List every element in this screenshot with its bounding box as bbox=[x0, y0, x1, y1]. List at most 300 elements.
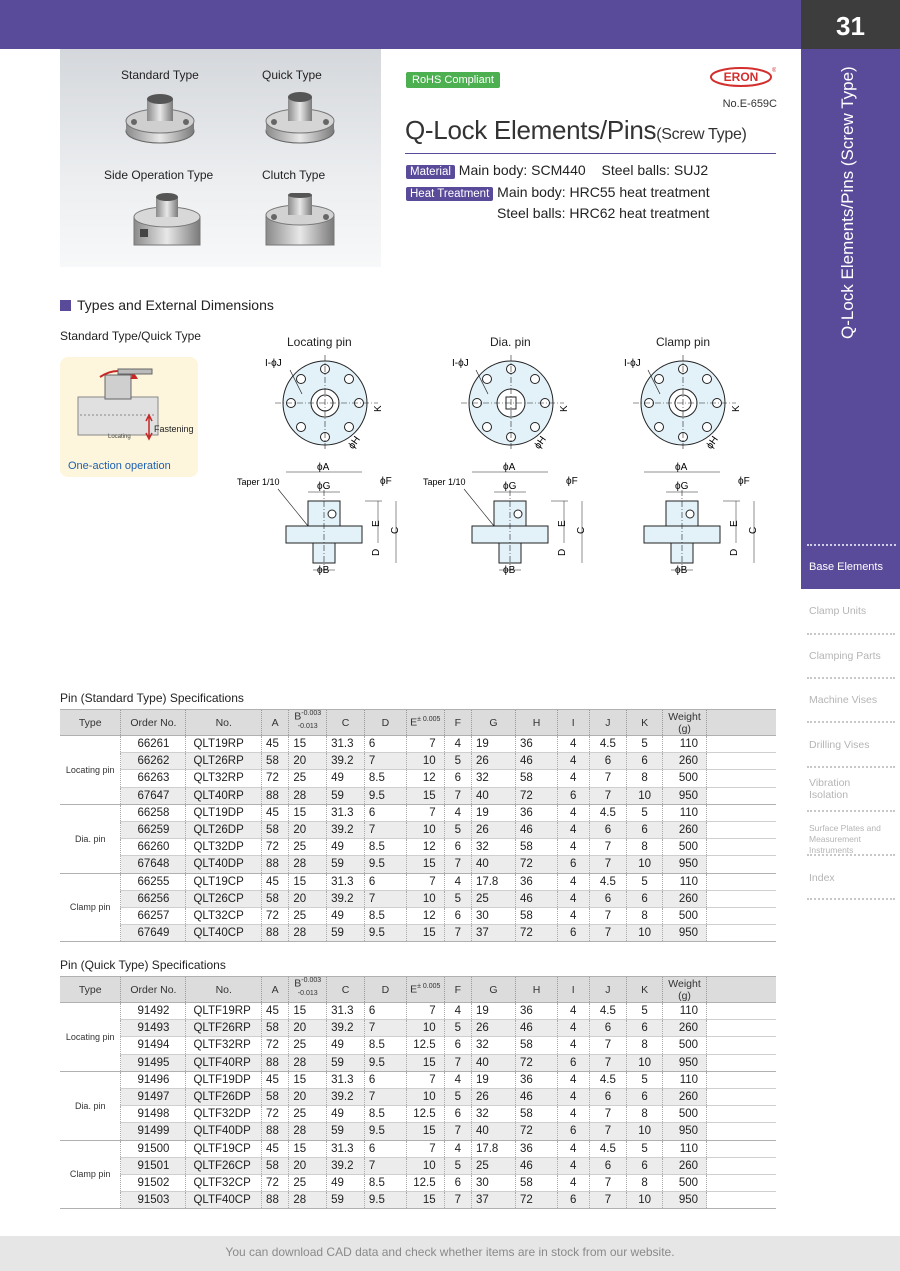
side-item-base-elements[interactable]: Base Elements bbox=[801, 551, 900, 589]
table-cell: 28 bbox=[289, 1123, 327, 1140]
one-action-label: One-action operation bbox=[68, 460, 171, 472]
table-cell: QLTF26DP bbox=[186, 1088, 262, 1105]
table-cell-filler bbox=[707, 1054, 776, 1071]
table-cell: 46 bbox=[516, 1088, 558, 1105]
table-cell: 25 bbox=[289, 839, 327, 856]
table-cell: 88 bbox=[262, 1054, 289, 1071]
table-cell-filler bbox=[707, 1157, 776, 1174]
clutch-type-photo bbox=[262, 193, 342, 255]
table-row bbox=[60, 1192, 776, 1209]
column-header: K bbox=[627, 710, 663, 736]
material-tag: Material bbox=[406, 165, 455, 179]
table-cell: 4.5 bbox=[589, 804, 627, 821]
table-row bbox=[60, 1071, 776, 1088]
svg-text:Taper 1/10: Taper 1/10 bbox=[423, 477, 466, 487]
table-cell: 260 bbox=[662, 1157, 706, 1174]
table-cell: 4 bbox=[558, 1140, 589, 1157]
table-cell: 66260 bbox=[121, 839, 186, 856]
table-cell: 4 bbox=[444, 1071, 471, 1088]
table-cell: 67648 bbox=[121, 856, 186, 873]
divider bbox=[807, 854, 895, 856]
table-cell: 110 bbox=[662, 736, 706, 753]
table-cell: 19 bbox=[471, 804, 515, 821]
table-cell: 12.5 bbox=[406, 1174, 444, 1191]
type-cell: Dia. pin bbox=[60, 1071, 121, 1140]
svg-text:ϕG: ϕG bbox=[503, 481, 517, 492]
column-header: $E^{\pm 0.005}$ bbox=[406, 977, 444, 1003]
table-cell: 58 bbox=[262, 1088, 289, 1105]
side-item-vibration-isolation[interactable]: Vibration Isolation bbox=[809, 777, 851, 801]
table-cell: 950 bbox=[662, 1054, 706, 1071]
dimension-drawings bbox=[230, 350, 800, 580]
table-cell: 5 bbox=[444, 821, 471, 838]
table-cell: 15 bbox=[406, 925, 444, 942]
table-cell: 72 bbox=[262, 839, 289, 856]
table-cell: QLT32CP bbox=[186, 907, 262, 924]
table-cell-filler bbox=[707, 839, 776, 856]
table-cell: 25 bbox=[289, 1106, 327, 1123]
table-cell: 32 bbox=[471, 1106, 515, 1123]
table-cell: 40 bbox=[471, 1054, 515, 1071]
table-cell: 31.3 bbox=[327, 873, 365, 890]
side-navigation bbox=[801, 49, 900, 1236]
column-header: Type bbox=[60, 710, 121, 736]
table-cell: 6 bbox=[444, 770, 471, 787]
table-cell: 46 bbox=[516, 890, 558, 907]
table-cell: 6 bbox=[627, 890, 663, 907]
standard-type-photo bbox=[120, 89, 200, 149]
table-cell-filler bbox=[707, 736, 776, 753]
table-cell: 5 bbox=[444, 890, 471, 907]
table-cell: 37 bbox=[471, 925, 515, 942]
table-cell: 6 bbox=[627, 1088, 663, 1105]
table-cell: 6 bbox=[364, 1003, 406, 1020]
table-cell: 4 bbox=[558, 890, 589, 907]
one-action-illustration bbox=[60, 357, 198, 477]
table-cell-filler bbox=[707, 1106, 776, 1123]
table-cell-filler bbox=[707, 787, 776, 804]
table-cell: 110 bbox=[662, 1003, 706, 1020]
table-row bbox=[60, 925, 776, 942]
column-header: I bbox=[558, 977, 589, 1003]
table-cell: 12 bbox=[406, 839, 444, 856]
table-cell: QLTF19DP bbox=[186, 1071, 262, 1088]
svg-text:C: C bbox=[390, 526, 401, 534]
diagram-title-clamp-pin: Clamp pin bbox=[656, 335, 711, 349]
quick-type-photo bbox=[260, 89, 340, 149]
table-cell: 5 bbox=[444, 1020, 471, 1037]
quick-table-caption: Pin (Quick Type) Specifications bbox=[60, 958, 226, 972]
table-cell: 15 bbox=[406, 1123, 444, 1140]
table-cell: 6 bbox=[627, 1020, 663, 1037]
heat-treatment-balls: Steel balls: HRC62 heat treatment bbox=[497, 205, 710, 221]
table-cell: 6 bbox=[364, 873, 406, 890]
table-cell: 4 bbox=[558, 1088, 589, 1105]
table-cell: 49 bbox=[327, 1174, 365, 1191]
table-cell: 8 bbox=[627, 1037, 663, 1054]
table-cell: 20 bbox=[289, 1157, 327, 1174]
table-cell: 5 bbox=[627, 1003, 663, 1020]
divider bbox=[807, 766, 895, 768]
table-cell: QLT19RP bbox=[186, 736, 262, 753]
table-cell: 28 bbox=[289, 925, 327, 942]
table-cell: 4.5 bbox=[589, 736, 627, 753]
table-cell: 12.5 bbox=[406, 1037, 444, 1054]
heat-treatment-main: Main body: HRC55 heat treatment bbox=[497, 184, 710, 200]
table-cell: 15 bbox=[406, 856, 444, 873]
table-cell: 59 bbox=[327, 925, 365, 942]
table-header-row bbox=[60, 977, 776, 1003]
svg-text:D: D bbox=[729, 548, 740, 556]
table-cell: QLTF32CP bbox=[186, 1174, 262, 1191]
type-cell: Locating pin bbox=[60, 736, 121, 805]
column-header: H bbox=[516, 710, 558, 736]
table-cell: 8.5 bbox=[364, 1174, 406, 1191]
divider bbox=[807, 721, 895, 723]
table-cell: 91494 bbox=[121, 1037, 186, 1054]
table-cell: 66261 bbox=[121, 736, 186, 753]
column-header: H bbox=[516, 977, 558, 1003]
column-header: $B^{-0.003 -0.013}$ bbox=[289, 977, 327, 1003]
table-cell: 66259 bbox=[121, 821, 186, 838]
table-cell: 7 bbox=[444, 787, 471, 804]
column-header: A bbox=[262, 977, 289, 1003]
table-cell: 72 bbox=[262, 1106, 289, 1123]
table-cell: 10 bbox=[627, 1054, 663, 1071]
table-cell-filler bbox=[707, 1037, 776, 1054]
table-row bbox=[60, 1054, 776, 1071]
table-cell: 66262 bbox=[121, 753, 186, 770]
column-header: Order No. bbox=[121, 710, 186, 736]
table-cell-filler bbox=[707, 1020, 776, 1037]
table-cell: 37 bbox=[471, 1192, 515, 1209]
svg-text:E: E bbox=[557, 520, 568, 527]
table-cell: 7 bbox=[444, 856, 471, 873]
table-cell: 91493 bbox=[121, 1020, 186, 1037]
svg-text:C: C bbox=[576, 526, 587, 534]
table-cell-filler bbox=[707, 821, 776, 838]
table-cell: 72 bbox=[262, 1037, 289, 1054]
table-cell: 6 bbox=[558, 925, 589, 942]
table-cell: 6 bbox=[589, 753, 627, 770]
table-cell: QLT19CP bbox=[186, 873, 262, 890]
table-cell: 4 bbox=[444, 1140, 471, 1157]
table-row bbox=[60, 1157, 776, 1174]
table-cell: 4.5 bbox=[589, 1140, 627, 1157]
table-cell: 6 bbox=[558, 1123, 589, 1140]
svg-text:ϕB: ϕB bbox=[317, 565, 330, 576]
table-cell: 66263 bbox=[121, 770, 186, 787]
table-cell: 6 bbox=[627, 1157, 663, 1174]
table-cell: QLTF19CP bbox=[186, 1140, 262, 1157]
table-cell: 7 bbox=[589, 856, 627, 873]
table-cell: 6 bbox=[558, 856, 589, 873]
table-cell: 4 bbox=[558, 1157, 589, 1174]
column-header: G bbox=[471, 977, 515, 1003]
table-cell: 5 bbox=[627, 736, 663, 753]
column-header: F bbox=[444, 977, 471, 1003]
table-cell: QLT26RP bbox=[186, 753, 262, 770]
table-cell: 59 bbox=[327, 787, 365, 804]
svg-text:C: C bbox=[748, 526, 759, 534]
table-cell: 500 bbox=[662, 907, 706, 924]
table-cell: 91503 bbox=[121, 1192, 186, 1209]
table-cell: 72 bbox=[262, 907, 289, 924]
table-cell-filler bbox=[707, 1192, 776, 1209]
material-balls: Steel balls: SUJ2 bbox=[601, 162, 709, 178]
column-header: J bbox=[589, 977, 627, 1003]
table-cell: 72 bbox=[516, 1054, 558, 1071]
table-cell: 500 bbox=[662, 1174, 706, 1191]
table-cell: 91492 bbox=[121, 1003, 186, 1020]
table-cell: 4 bbox=[558, 873, 589, 890]
table-cell: 4.5 bbox=[589, 873, 627, 890]
table-cell: 6 bbox=[364, 804, 406, 821]
table-cell: 4 bbox=[558, 1106, 589, 1123]
svg-text:ϕG: ϕG bbox=[675, 481, 689, 492]
table-cell: 15 bbox=[289, 873, 327, 890]
table-cell: 31.3 bbox=[327, 1003, 365, 1020]
svg-text:®: ® bbox=[772, 68, 776, 74]
diagram-title-locating-pin: Locating pin bbox=[287, 335, 352, 349]
table-cell: 9.5 bbox=[364, 1123, 406, 1140]
table-cell: 88 bbox=[262, 856, 289, 873]
table-cell: 10 bbox=[406, 1157, 444, 1174]
table-cell: 66255 bbox=[121, 873, 186, 890]
table-row bbox=[60, 1123, 776, 1140]
side-item-machine-vises[interactable]: Machine Vises bbox=[809, 694, 878, 706]
table-cell: 15 bbox=[406, 1054, 444, 1071]
table-cell: QLTF32RP bbox=[186, 1037, 262, 1054]
table-cell: 88 bbox=[262, 925, 289, 942]
table-cell: QLT32DP bbox=[186, 839, 262, 856]
column-header-filler bbox=[707, 977, 776, 1003]
table-cell: 10 bbox=[627, 925, 663, 942]
svg-text:Taper 1/10: Taper 1/10 bbox=[237, 477, 280, 487]
table-cell: 4 bbox=[444, 873, 471, 890]
side-item-index[interactable]: Index bbox=[809, 872, 835, 884]
table-cell: 9.5 bbox=[364, 1054, 406, 1071]
svg-text:ϕA: ϕA bbox=[675, 462, 688, 473]
title-rule bbox=[405, 153, 776, 154]
table-cell: 6 bbox=[444, 907, 471, 924]
table-cell: 25 bbox=[289, 907, 327, 924]
svg-text:ϕH: ϕH bbox=[346, 434, 363, 452]
material-main: Main body: SCM440 bbox=[458, 162, 586, 178]
table-cell: 4 bbox=[558, 770, 589, 787]
side-item-clamping-parts[interactable]: Clamping Parts bbox=[809, 650, 881, 662]
table-row bbox=[60, 1106, 776, 1123]
table-cell: 260 bbox=[662, 1020, 706, 1037]
table-cell: 6 bbox=[627, 753, 663, 770]
table-cell: 88 bbox=[262, 1192, 289, 1209]
table-cell: 15 bbox=[289, 804, 327, 821]
table-cell: 91502 bbox=[121, 1174, 186, 1191]
table-cell: 15 bbox=[289, 1003, 327, 1020]
table-row bbox=[60, 1037, 776, 1054]
table-cell: 58 bbox=[516, 770, 558, 787]
table-cell-filler bbox=[707, 890, 776, 907]
table-cell: 4 bbox=[558, 821, 589, 838]
table-cell: 4 bbox=[444, 804, 471, 821]
side-title: Q-Lock Elements/Pins (Screw Type) bbox=[838, 66, 857, 339]
svg-text:D: D bbox=[557, 548, 568, 556]
table-cell: 32 bbox=[471, 839, 515, 856]
table-row bbox=[60, 856, 776, 873]
photo-label-standard: Standard Type bbox=[121, 68, 199, 82]
table-cell: 4 bbox=[558, 1071, 589, 1088]
dia-pin-drawings bbox=[423, 355, 587, 576]
table-cell: 15 bbox=[289, 1140, 327, 1157]
table-cell: 72 bbox=[516, 856, 558, 873]
table-cell: 950 bbox=[662, 925, 706, 942]
table-cell-filler bbox=[707, 1123, 776, 1140]
table-cell: 59 bbox=[327, 856, 365, 873]
table-cell-filler bbox=[707, 804, 776, 821]
table-cell: 4 bbox=[558, 1003, 589, 1020]
table-cell: 4 bbox=[558, 1174, 589, 1191]
column-header: Order No. bbox=[121, 977, 186, 1003]
table-cell: 25 bbox=[289, 1037, 327, 1054]
column-header: C bbox=[327, 710, 365, 736]
type-cell: Clamp pin bbox=[60, 873, 121, 942]
table-cell: 10 bbox=[627, 1123, 663, 1140]
table-cell: 45 bbox=[262, 873, 289, 890]
column-header: $B^{-0.003 -0.013}$ bbox=[289, 710, 327, 736]
photo-label-clutch: Clutch Type bbox=[262, 168, 326, 182]
table-cell: 7 bbox=[589, 1123, 627, 1140]
table-cell: 6 bbox=[589, 890, 627, 907]
table-cell: 7 bbox=[589, 925, 627, 942]
side-item-surface-plates[interactable]: Surface Plates and Measurement Instruments bbox=[809, 823, 881, 855]
table-cell: 59 bbox=[327, 1192, 365, 1209]
table-cell: 58 bbox=[516, 1037, 558, 1054]
table-cell: 4 bbox=[558, 1020, 589, 1037]
table-cell: QLT19DP bbox=[186, 804, 262, 821]
side-item-clamp-units[interactable]: Clamp Units bbox=[809, 605, 867, 617]
table-cell: 7 bbox=[589, 1174, 627, 1191]
table-cell: 31.3 bbox=[327, 804, 365, 821]
table-cell-filler bbox=[707, 1088, 776, 1105]
table-cell-filler bbox=[707, 856, 776, 873]
table-cell: 66256 bbox=[121, 890, 186, 907]
table-cell: 59 bbox=[327, 1054, 365, 1071]
table-cell-filler bbox=[707, 1174, 776, 1191]
table-cell: 5 bbox=[444, 1157, 471, 1174]
table-cell: 72 bbox=[516, 925, 558, 942]
table-row bbox=[60, 1003, 776, 1020]
table-row bbox=[60, 873, 776, 890]
type-cell: Dia. pin bbox=[60, 804, 121, 873]
table-cell: 46 bbox=[516, 753, 558, 770]
table-cell: 45 bbox=[262, 1003, 289, 1020]
table-cell: 40 bbox=[471, 1123, 515, 1140]
table-cell: 6 bbox=[558, 1192, 589, 1209]
table-cell: 500 bbox=[662, 1106, 706, 1123]
column-header: D bbox=[364, 977, 406, 1003]
eron-logo bbox=[710, 66, 776, 88]
table-cell: 91495 bbox=[121, 1054, 186, 1071]
table-cell: 8.5 bbox=[364, 839, 406, 856]
photo-label-side-operation: Side Operation Type bbox=[104, 168, 214, 182]
table-cell: 950 bbox=[662, 856, 706, 873]
table-cell: 7 bbox=[406, 1140, 444, 1157]
table-cell: QLT26CP bbox=[186, 890, 262, 907]
table-cell: 7 bbox=[406, 736, 444, 753]
table-cell: 25 bbox=[289, 770, 327, 787]
table-cell: 8 bbox=[627, 839, 663, 856]
table-cell: QLT26DP bbox=[186, 821, 262, 838]
type-cell: Locating pin bbox=[60, 1003, 121, 1072]
side-item-drilling-vises[interactable]: Drilling Vises bbox=[809, 739, 870, 751]
table-cell: 4 bbox=[558, 907, 589, 924]
table-cell: 10 bbox=[406, 821, 444, 838]
table-cell: 6 bbox=[589, 1020, 627, 1037]
table-cell: 9.5 bbox=[364, 787, 406, 804]
table-cell: 260 bbox=[662, 1088, 706, 1105]
table-cell: 45 bbox=[262, 736, 289, 753]
page-title bbox=[405, 115, 747, 146]
table-cell: 10 bbox=[406, 890, 444, 907]
table-cell: 32 bbox=[471, 770, 515, 787]
table-cell: 6 bbox=[444, 1037, 471, 1054]
svg-text:I-ϕJ: I-ϕJ bbox=[624, 358, 641, 369]
table-cell: 10 bbox=[406, 753, 444, 770]
table-row bbox=[60, 907, 776, 924]
table-cell: 7 bbox=[444, 1123, 471, 1140]
column-header: K bbox=[627, 977, 663, 1003]
table-cell: 45 bbox=[262, 1140, 289, 1157]
svg-text:ϕA: ϕA bbox=[503, 462, 516, 473]
table-cell: 31.3 bbox=[327, 736, 365, 753]
table-cell: 28 bbox=[289, 787, 327, 804]
standard-spec-table bbox=[60, 709, 776, 942]
table-row bbox=[60, 1088, 776, 1105]
table-cell: 30 bbox=[471, 907, 515, 924]
locating-pin-side-view bbox=[237, 462, 401, 576]
table-cell-filler bbox=[707, 925, 776, 942]
table-cell: 40 bbox=[471, 856, 515, 873]
section-heading bbox=[60, 297, 274, 313]
table-cell: 110 bbox=[662, 804, 706, 821]
table-cell: QLT40RP bbox=[186, 787, 262, 804]
table-cell: 58 bbox=[262, 821, 289, 838]
table-cell: 39.2 bbox=[327, 753, 365, 770]
table-cell: 58 bbox=[516, 839, 558, 856]
table-cell: 7 bbox=[589, 787, 627, 804]
clamp-pin-drawings bbox=[624, 355, 759, 576]
table-cell: 20 bbox=[289, 753, 327, 770]
table-cell: 950 bbox=[662, 1192, 706, 1209]
table-cell: 7 bbox=[364, 753, 406, 770]
table-cell: 8.5 bbox=[364, 1106, 406, 1123]
table-cell: 7 bbox=[406, 873, 444, 890]
fastening-label: Fastening bbox=[154, 424, 194, 434]
table-cell: 58 bbox=[516, 1106, 558, 1123]
table-cell: 4 bbox=[558, 753, 589, 770]
table-row bbox=[60, 1174, 776, 1191]
table-cell: 260 bbox=[662, 821, 706, 838]
table-cell: 20 bbox=[289, 821, 327, 838]
divider bbox=[807, 633, 895, 635]
table-cell: 9.5 bbox=[364, 925, 406, 942]
side-header bbox=[801, 49, 900, 551]
title-main: Q-Lock Elements/Pins bbox=[405, 115, 657, 145]
table-cell: 72 bbox=[516, 1192, 558, 1209]
table-cell: 8 bbox=[627, 1174, 663, 1191]
table-cell-filler bbox=[707, 770, 776, 787]
table-cell: 8 bbox=[627, 907, 663, 924]
